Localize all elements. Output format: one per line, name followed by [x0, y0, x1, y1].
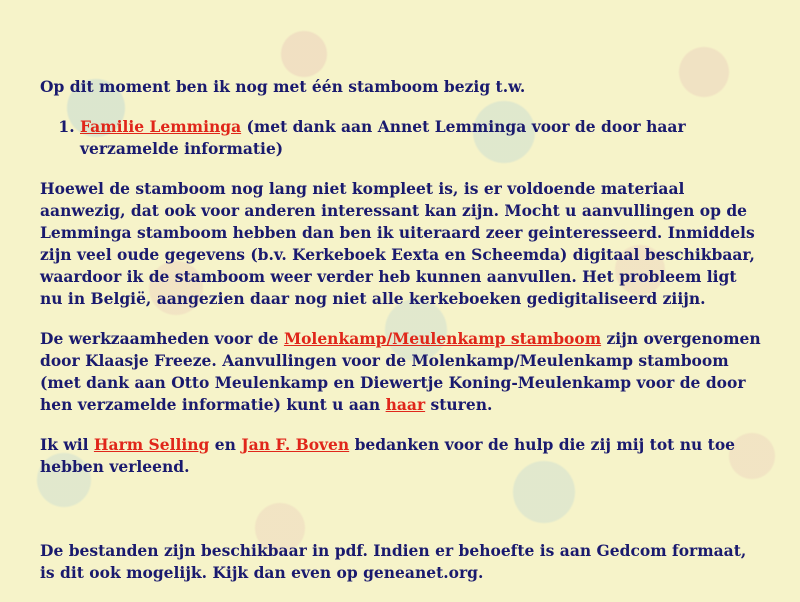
spacer — [40, 496, 764, 540]
familie-lemminga-link[interactable]: Familie Lemminga — [80, 117, 242, 136]
molenkamp-text-before: De werkzaamheden voor de — [40, 329, 284, 348]
list-item-description: (met dank aan Annet Lemminga voor de door haar verzamelde informatie) — [80, 117, 686, 158]
harm-selling-link[interactable]: Harm Selling — [93, 435, 210, 454]
list-item — [80, 116, 764, 160]
molenkamp-stamboom-link[interactable]: Molenkamp/Meulenkamp stamboom — [283, 329, 602, 348]
main-content — [40, 76, 764, 602]
paragraph-files: De bestanden zijn beschikbaar in pdf. Indien er behoefte is aan Gedcom formaat, is dit ook mogelijk. Kijk dan even op geneanet.org. — [40, 541, 747, 582]
intro-text: Op dit moment ben ik nog met één stamboom bezig t.w. — [40, 77, 526, 96]
thanks-text-before: Ik wil — [40, 435, 94, 454]
paragraph-molenkamp — [40, 328, 764, 416]
paragraph-thanks — [40, 434, 764, 478]
family-tree-list — [40, 116, 764, 160]
haar-link[interactable]: haar — [385, 395, 426, 414]
paragraph-lemminga: Hoewel de stamboom nog lang niet kompleet is, is er voldoende materiaal aanwezig, dat ook voor anderen interessant kan zijn. Mocht u aanvullingen op de Lemminga stamboom hebben dan ben ik uiteraard zeer geinteresseerd. Inmiddels zijn veel oude gegevens (b.v. Kerkeboek Eexta en Scheemda) digitaal beschikbaar, waardoor ik de stamboom weer verder heb kunnen aanvullen. Het probleem ligt nu in België, aangezien daar nog niet alle kerkeboeken gedigitaliseerd ziijn. — [40, 179, 755, 308]
thanks-text-middle: en — [209, 435, 242, 454]
thanks-text-after: bedanken voor de hulp die zij mij tot nu toe hebben verleend. — [40, 435, 736, 476]
molenkamp-text-middle: zijn overgenomen door Klaasje Freeze. Aanvullingen voor de Molenkamp/Meulenkamp stamboom (met dank aan Otto Meulenkamp en Diewertje Koning-Meulenkamp voor de door hen verzamelde informatie) kunt u aan — [40, 329, 761, 414]
jan-boven-link[interactable]: Jan F. Boven — [241, 435, 350, 454]
molenkamp-text-after: sturen. — [425, 395, 493, 414]
